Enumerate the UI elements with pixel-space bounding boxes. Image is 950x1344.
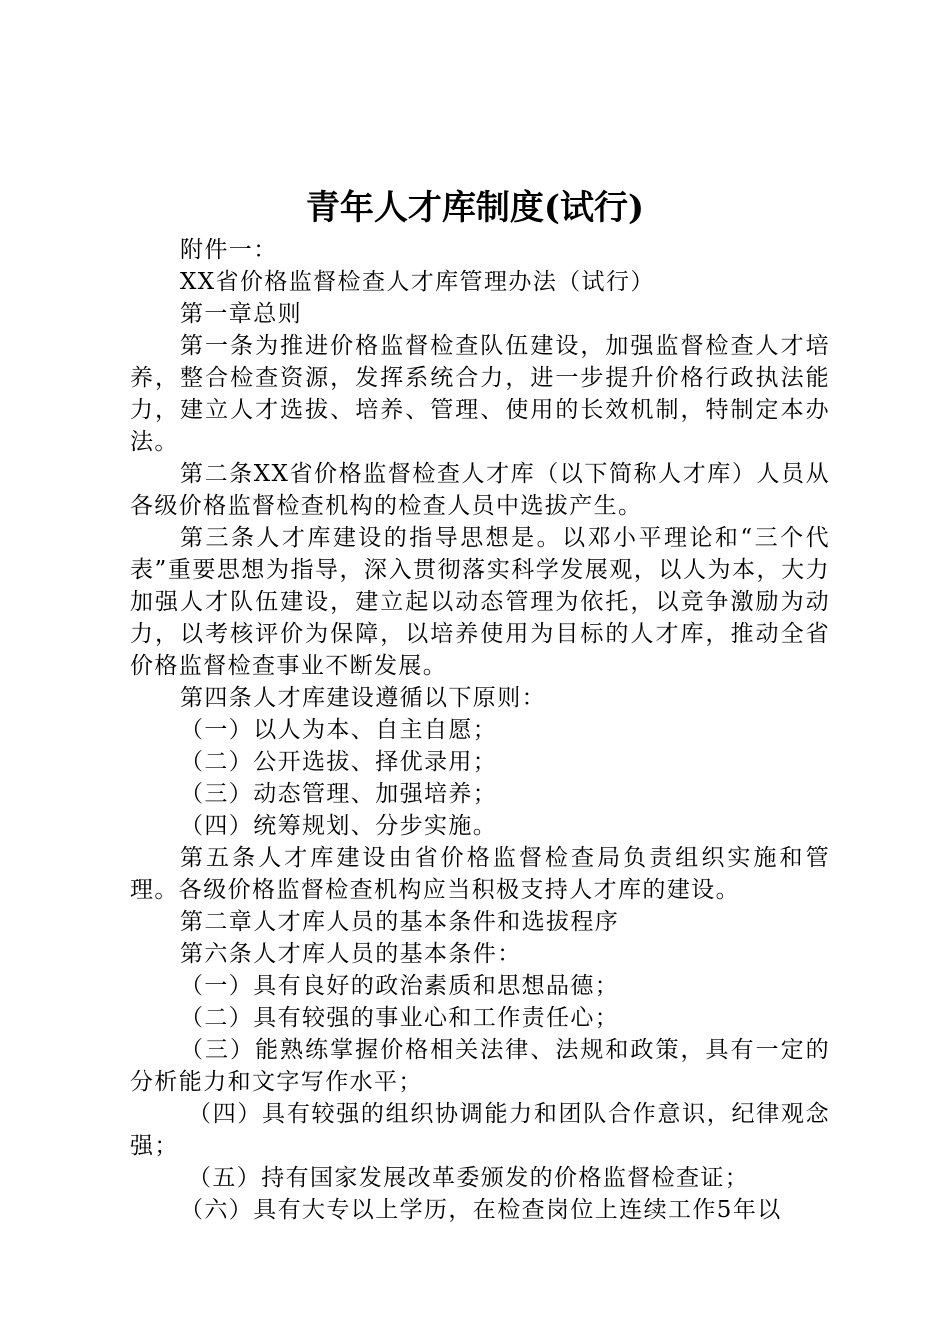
regulation-title: XX省价格监督检查人才库管理办法（试行） xyxy=(180,269,655,295)
document-body xyxy=(130,234,830,1226)
article-paragraph: 第三条人才库建设的指导思想是。以邓小平理论和“三个代表”重要思想为指导，深入贯彻落实科学发展观，以人为本，大力加强人才队伍建设，建立起以动态管理为依托，以竞争激励为动力，以考核评价为保障，以培养使用为目标的人才库，推动全省价格监督检查事业不断发展。 xyxy=(130,525,830,679)
attachment-label: 附件一： xyxy=(180,237,278,263)
list-item: （二）公开选拔、择优录用； xyxy=(180,749,498,775)
list-item: （三）动态管理、加强培养； xyxy=(180,781,498,807)
article-paragraph: 第一条为推进价格监督检查队伍建设，加强监督检查人才培养，整合检查资源，发挥系统合力，进一步提升价格行政执法能力，建立人才选拔、培养、管理、使用的长效机制，特制定本办法。 xyxy=(130,333,830,455)
list-item: （六）具有大专以上学历，在检查岗位上连续工作5年以 xyxy=(180,1197,782,1223)
article-paragraph: 第六条人才库人员的基本条件： xyxy=(180,941,522,967)
list-item: （一）具有良好的政治素质和思想品德； xyxy=(180,973,620,999)
chapter-heading: 第二章人才库人员的基本条件和选拔程序 xyxy=(180,909,620,935)
document-title: 青年人才库制度(试行) xyxy=(305,188,645,228)
list-item: （一）以人为本、自主自愿； xyxy=(180,717,498,743)
article-paragraph: 第四条人才库建设遵循以下原则： xyxy=(180,685,546,711)
chapter-heading: 第一章总则 xyxy=(180,301,302,327)
list-item: （五）持有国家发展改革委颁发的价格监督检查证； xyxy=(188,1165,750,1191)
list-item: （四）具有较强的组织协调能力和团队合作意识，纪律观念强； xyxy=(130,1101,830,1159)
list-item: （三）能熟练掌握价格相关法律、法规和政策，具有一定的分析能力和文字写作水平； xyxy=(130,1037,830,1095)
list-item: （四）统筹规划、分步实施。 xyxy=(180,813,498,839)
article-paragraph: 第二条XX省价格监督检查人才库（以下简称人才库）人员从各级价格监督检查机构的检查人员中选拔产生。 xyxy=(130,461,830,519)
list-item: （二）具有较强的事业心和工作责任心； xyxy=(180,1005,620,1031)
article-paragraph: 第五条人才库建设由省价格监督检查局负责组织实施和管理。各级价格监督检查机构应当积极支持人才库的建设。 xyxy=(130,845,830,903)
